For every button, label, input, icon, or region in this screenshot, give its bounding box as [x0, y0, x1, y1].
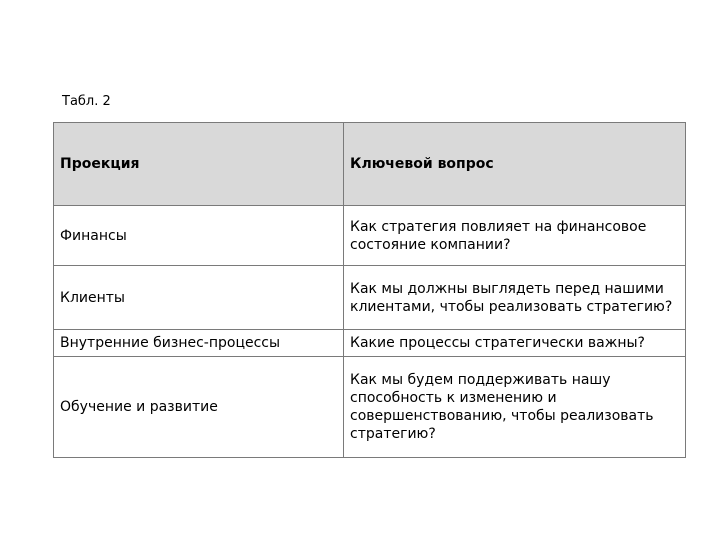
projection-cell: Внутренние бизнес-процессы	[54, 330, 344, 357]
projection-cell: Финансы	[54, 206, 344, 266]
question-cell: Как стратегия повлияет на финансовое состояние компании?	[344, 206, 686, 266]
balanced-scorecard-table	[53, 122, 686, 458]
question-cell: Как мы должны выглядеть перед нашими клиентами, чтобы реализовать стратегию?	[344, 266, 686, 330]
table-row	[54, 357, 686, 458]
header-key-question: Ключевой вопрос	[344, 123, 686, 206]
table-caption: Табл. 2	[62, 94, 111, 109]
question-cell: Как мы будем поддерживать нашу способность к изменению и совершенствованию, чтобы реализовать стратегию?	[344, 357, 686, 458]
projection-cell: Обучение и развитие	[54, 357, 344, 458]
table-row	[54, 330, 686, 357]
table-header-row	[54, 123, 686, 206]
header-projection: Проекция	[54, 123, 344, 206]
question-cell: Какие процессы стратегически важны?	[344, 330, 686, 357]
table-row	[54, 266, 686, 330]
table-row	[54, 206, 686, 266]
projection-cell: Клиенты	[54, 266, 344, 330]
